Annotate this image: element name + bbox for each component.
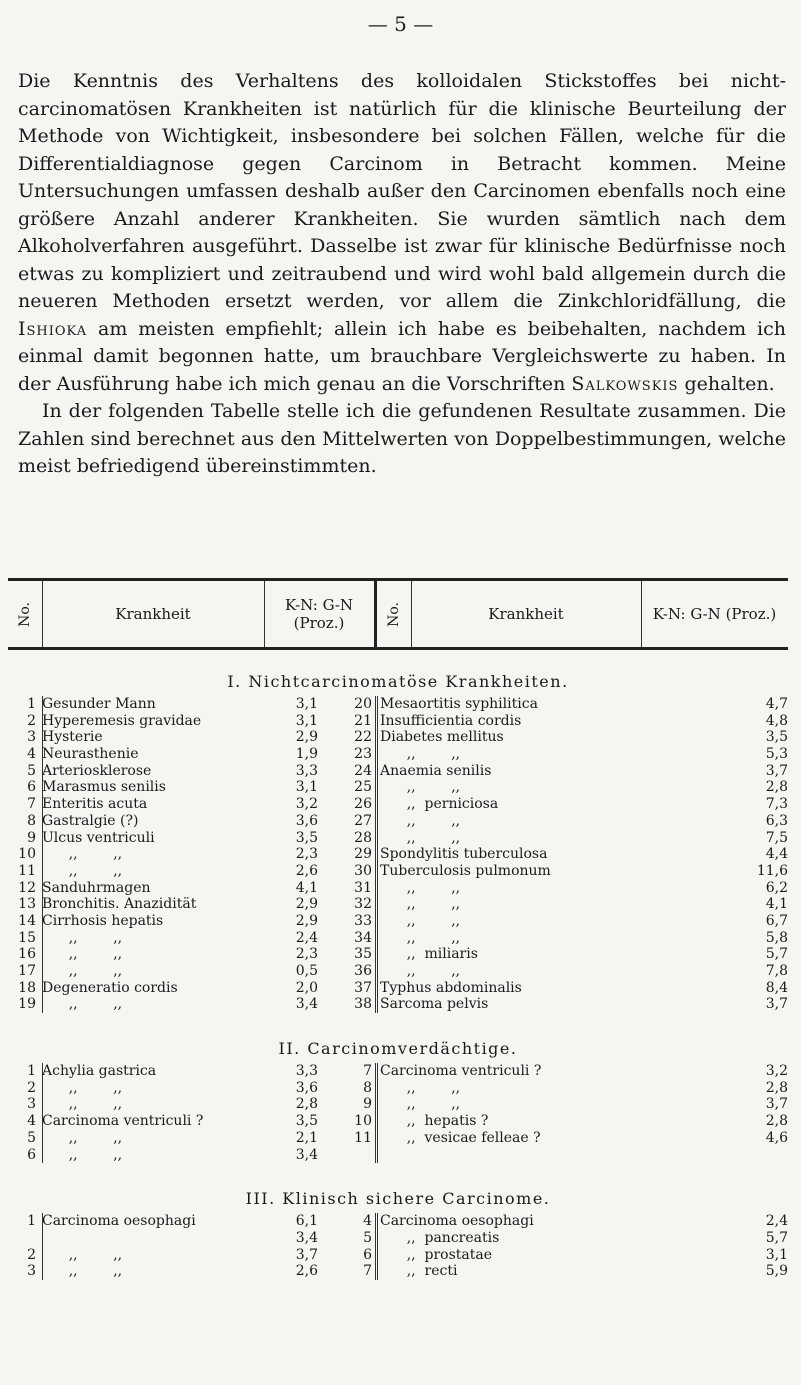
table-row: [8, 746, 788, 763]
kn-gn-value: 4,8: [765, 712, 788, 729]
diagnosis: ,, ,,: [380, 963, 461, 979]
table-row: [8, 980, 788, 997]
case-number: 36: [354, 963, 372, 979]
kn-gn-value: 3,4: [295, 996, 318, 1013]
kn-gn-value: 2,8: [295, 1096, 318, 1113]
kn-gn-value: 5,8: [765, 929, 788, 946]
case-number: 23: [354, 746, 372, 763]
case-number: 15: [18, 929, 36, 946]
header-no-1: No.: [17, 601, 33, 627]
case-number: 10: [354, 1113, 372, 1130]
table-row: [8, 763, 788, 780]
header-value-1: K-N: G-N (Proz.): [284, 596, 354, 632]
kn-gn-value: 4,4: [765, 846, 788, 863]
kn-gn-value: 3,7: [765, 996, 788, 1013]
section-title: III. Klinisch sichere Carcinome.: [245, 1189, 551, 1209]
text-segment: am meisten empfiehlt; allein ich habe es beibehalten, nachdem ich einmal damit begonnen hatte, um brauchbare Vergleichswerte zu haben. In der Ausführung habe ich mich genau an die Vorschriften: [18, 317, 786, 395]
kn-gn-value: 6,1: [295, 1213, 318, 1230]
case-number: 1: [27, 1063, 36, 1080]
kn-gn-value: 7,5: [765, 829, 788, 846]
kn-gn-value: 4,6: [765, 1129, 788, 1146]
kn-gn-value: 0,5: [295, 963, 318, 979]
diagnosis: ,, ,,: [380, 812, 461, 829]
header-no-2: No.: [386, 601, 402, 627]
diagnosis: Spondylitis tuberculosa: [380, 846, 548, 863]
kn-gn-value: 5,7: [765, 1229, 788, 1246]
table-row: [8, 963, 788, 980]
diagnosis: ,, ,,: [42, 1079, 123, 1096]
table-row: [8, 846, 788, 863]
diagnosis: Carcinoma ventriculi ?: [42, 1113, 204, 1130]
diagnosis: Marasmus senilis: [42, 779, 166, 796]
table-row: [8, 1230, 788, 1247]
kn-gn-value: 3,5: [295, 829, 318, 846]
diagnosis: Degeneratio cordis: [42, 979, 178, 996]
diagnosis: ,, vesicae felleae ?: [380, 1129, 541, 1146]
case-number: 28: [354, 829, 372, 846]
diagnosis: ,, perniciosa: [380, 796, 499, 813]
kn-gn-value: 3,4: [295, 1146, 318, 1163]
table-row: [8, 913, 788, 930]
kn-gn-value: 4,1: [765, 896, 788, 913]
case-number: 6: [27, 779, 36, 796]
diagnosis: Diabetes mellitus: [380, 729, 504, 746]
kn-gn-value: 2,9: [295, 912, 318, 929]
kn-gn-value: 2,4: [295, 929, 318, 946]
diagnosis: ,, ,,: [380, 779, 461, 796]
kn-gn-value: 8,4: [765, 979, 788, 996]
table-row: [8, 863, 788, 880]
case-number: 4: [363, 1213, 372, 1230]
table-row: [8, 1130, 788, 1147]
diagnosis: ,, prostatae: [380, 1246, 492, 1263]
table-row: [8, 729, 788, 746]
diagnosis: Hyperemesis gravidae: [42, 712, 202, 729]
kn-gn-value: 2,3: [295, 846, 318, 863]
table-body: [8, 672, 788, 1280]
kn-gn-value: 5,7: [765, 946, 788, 963]
body-text: [18, 68, 786, 481]
kn-gn-value: 2,3: [295, 946, 318, 963]
kn-gn-value: 3,1: [765, 1246, 788, 1263]
kn-gn-value: 11,6: [756, 862, 788, 879]
case-number: 4: [27, 1113, 36, 1130]
diagnosis: ,, ,,: [42, 929, 123, 946]
text-segment: Die Kenntnis des Verhaltens des kolloidalen Stickstoffes bei nicht-carcinomatösen Krankheiten ist natürlich für die klinische Beurteilung der Methode von Wichtigkeit, insbesondere bei solchen Fällen, welche für die Differentialdiagnose gegen Carcinom in Betracht kommen. Meine Untersuchungen umfassen deshalb außer den Carcinomen ebenfalls noch eine größere Anzahl anderer Krankheiten. Sie wurden sämtlich nach dem Alkoholverfahren ausgeführt. Dasselbe ist zwar für klinische Bedürfnisse noch etwas zu kompliziert und zeitraubend und wird wohl bald allgemein durch die neueren Methoden ersetzt werden, vor allem die Zinkchloridfällung, die: [18, 70, 786, 312]
case-number: 1: [27, 1213, 36, 1230]
kn-gn-value: 3,6: [295, 1079, 318, 1096]
case-number: 3: [27, 1263, 36, 1280]
kn-gn-value: 3,7: [295, 1246, 318, 1263]
table-row: [8, 896, 788, 913]
table-row: [8, 1147, 788, 1164]
case-number: 37: [354, 979, 372, 996]
case-number: 38: [354, 996, 372, 1013]
table-row: [8, 930, 788, 947]
diagnosis: Carcinoma oesophagi: [380, 1213, 534, 1230]
kn-gn-value: 3,1: [295, 779, 318, 796]
table-row: [8, 1080, 788, 1097]
diagnosis: ,, ,,: [380, 1079, 461, 1096]
diagnosis: ,, hepatis ?: [380, 1113, 489, 1130]
case-number: 26: [354, 796, 372, 813]
kn-gn-value: 6,3: [765, 812, 788, 829]
case-number: 10: [18, 846, 36, 863]
kn-gn-value: 5,9: [765, 1263, 788, 1280]
case-number: 13: [18, 896, 36, 913]
kn-gn-value: 3,7: [765, 1096, 788, 1113]
kn-gn-value: 7,3: [765, 796, 788, 813]
diagnosis: ,, ,,: [42, 1096, 123, 1113]
paragraph: [18, 398, 786, 481]
case-number: 7: [27, 796, 36, 813]
table-row: [8, 1213, 788, 1230]
author-name: Salkowskis: [571, 372, 679, 395]
table-row: [8, 713, 788, 730]
case-number: 24: [354, 762, 372, 779]
case-number: 6: [27, 1146, 36, 1163]
case-number: 11: [354, 1129, 372, 1146]
case-number: 25: [354, 779, 372, 796]
kn-gn-value: 5,3: [765, 746, 788, 763]
case-number: 5: [363, 1229, 372, 1246]
section-title: II. Carcinomverdächtige.: [278, 1039, 518, 1059]
diagnosis: Mesaortitis syphilitica: [380, 696, 538, 712]
diagnosis: Tuberculosis pulmonum: [380, 862, 551, 879]
table-row: [8, 830, 788, 847]
kn-gn-value: 2,9: [295, 896, 318, 913]
case-number: 4: [27, 746, 36, 763]
diagnosis: Carcinoma ventriculi ?: [380, 1063, 542, 1080]
diagnosis: Achylia gastrica: [42, 1063, 157, 1080]
table-row: [8, 696, 788, 713]
table-row: [8, 813, 788, 830]
kn-gn-value: 2,8: [765, 1079, 788, 1096]
kn-gn-value: 3,1: [295, 712, 318, 729]
kn-gn-value: 3,1: [295, 696, 318, 712]
diagnosis: Sarcoma pelvis: [380, 996, 489, 1013]
case-number: 14: [18, 912, 36, 929]
diagnosis: ,, ,,: [380, 896, 461, 913]
section-rows: [8, 1213, 788, 1280]
header-disease-1: Krankheit: [115, 605, 191, 623]
case-number: 32: [354, 896, 372, 913]
kn-gn-value: 3,4: [295, 1229, 318, 1246]
case-number: 20: [354, 696, 372, 712]
diagnosis: Typhus abdominalis: [380, 979, 522, 996]
diagnosis: Neurasthenie: [42, 746, 139, 763]
diagnosis: ,, ,,: [380, 912, 461, 929]
section-rows: [8, 1063, 788, 1163]
diagnosis: Enteritis acuta: [42, 796, 148, 813]
diagnosis: ,, ,,: [42, 1146, 123, 1163]
diagnosis: Sanduhrmagen: [42, 879, 151, 896]
kn-gn-value: 3,3: [295, 762, 318, 779]
diagnosis: Hysterie: [42, 729, 103, 746]
kn-gn-value: 3,2: [295, 796, 318, 813]
case-number: 2: [27, 1079, 36, 1096]
case-number: 11: [18, 862, 36, 879]
kn-gn-value: 6,7: [765, 912, 788, 929]
case-number: 7: [363, 1263, 372, 1280]
kn-gn-value: 1,9: [295, 746, 318, 763]
kn-gn-value: 3,6: [295, 812, 318, 829]
case-number: 5: [27, 762, 36, 779]
case-number: 30: [354, 862, 372, 879]
text-segment: In der folgenden Tabelle stelle ich die gefundenen Resultate zusammen. Die Zahlen sind berechnet aus den Mittelwerten von Doppelbestimmungen, welche meist befriedigend übereinstimmten.: [18, 400, 786, 477]
results-table: [8, 578, 788, 1280]
kn-gn-value: 2,8: [765, 779, 788, 796]
table-row: [8, 946, 788, 963]
table-row: [8, 1263, 788, 1280]
case-number: 29: [354, 846, 372, 863]
page-number: — 5 —: [367, 12, 434, 36]
kn-gn-value: 2,9: [295, 729, 318, 746]
kn-gn-value: 3,2: [765, 1063, 788, 1080]
table-row: [8, 1096, 788, 1113]
diagnosis: ,, ,,: [42, 1263, 123, 1280]
kn-gn-value: 2,6: [295, 1263, 318, 1280]
case-number: 8: [27, 812, 36, 829]
diagnosis: ,, ,,: [42, 946, 123, 963]
diagnosis: ,, ,,: [42, 1246, 123, 1263]
case-number: 8: [363, 1079, 372, 1096]
diagnosis: ,, ,,: [380, 929, 461, 946]
kn-gn-value: 2,8: [765, 1113, 788, 1130]
kn-gn-value: 3,3: [295, 1063, 318, 1080]
table-header: [8, 578, 788, 650]
table-row: [8, 1247, 788, 1264]
case-number: 31: [354, 879, 372, 896]
case-number: 3: [27, 1096, 36, 1113]
diagnosis: Arteriosklerose: [42, 762, 152, 779]
diagnosis: Gastralgie (?): [42, 812, 139, 829]
case-number: 35: [354, 946, 372, 963]
diagnosis: Carcinoma oesophagi: [42, 1213, 196, 1230]
case-number: 22: [354, 729, 372, 746]
case-number: 19: [18, 996, 36, 1013]
case-number: 6: [363, 1246, 372, 1263]
text-segment: gehalten.: [678, 372, 775, 395]
section-title: I. Nichtcarcinomatöse Krankheiten.: [227, 672, 569, 691]
kn-gn-value: 6,2: [765, 879, 788, 896]
case-number: 33: [354, 912, 372, 929]
diagnosis: ,, ,,: [380, 746, 461, 763]
kn-gn-value: 4,7: [765, 696, 788, 712]
diagnosis: ,, miliaris: [380, 946, 478, 963]
table-row: [8, 1113, 788, 1130]
kn-gn-value: 2,6: [295, 862, 318, 879]
diagnosis: ,, ,,: [42, 846, 123, 863]
kn-gn-value: 2,4: [765, 1213, 788, 1230]
kn-gn-value: 7,8: [765, 963, 788, 979]
diagnosis: Anaemia senilis: [380, 762, 492, 779]
case-number: 2: [27, 1246, 36, 1263]
diagnosis: Cirrhosis hepatis: [42, 912, 164, 929]
diagnosis: ,, pancreatis: [380, 1229, 500, 1246]
diagnosis: ,, ,,: [42, 996, 123, 1013]
kn-gn-value: 2,1: [295, 1129, 318, 1146]
diagnosis: ,, ,,: [380, 1096, 461, 1113]
case-number: 9: [363, 1096, 372, 1113]
table-row: [8, 796, 788, 813]
section-rows: [8, 696, 788, 1013]
case-number: 34: [354, 929, 372, 946]
paragraph: [18, 68, 786, 398]
diagnosis: Insufficientia cordis: [380, 712, 522, 729]
table-row: [8, 1063, 788, 1080]
case-number: 27: [354, 812, 372, 829]
diagnosis: ,, ,,: [380, 879, 461, 896]
case-number: 7: [363, 1063, 372, 1080]
kn-gn-value: 3,5: [295, 1113, 318, 1130]
diagnosis: Bronchitis. Anazidität: [42, 896, 197, 913]
author-name: Ishioka: [18, 317, 88, 340]
header-disease-2: Krankheit: [488, 605, 564, 623]
table-row: [8, 779, 788, 796]
kn-gn-value: 3,7: [765, 762, 788, 779]
diagnosis: ,, recti: [380, 1263, 458, 1280]
table-row: [8, 880, 788, 897]
case-number: 12: [18, 879, 36, 896]
case-number: 2: [27, 712, 36, 729]
case-number: 9: [27, 829, 36, 846]
diagnosis: Gesunder Mann: [42, 696, 156, 712]
case-number: 5: [27, 1129, 36, 1146]
header-value-2: K-N: G-N (Proz.): [652, 605, 777, 623]
case-number: 17: [18, 963, 36, 979]
kn-gn-value: 2,0: [295, 979, 318, 996]
case-number: 1: [27, 696, 36, 712]
kn-gn-value: 3,5: [765, 729, 788, 746]
case-number: 16: [18, 946, 36, 963]
diagnosis: ,, ,,: [42, 963, 123, 979]
case-number: 21: [354, 712, 372, 729]
diagnosis: ,, ,,: [42, 862, 123, 879]
diagnosis: ,, ,,: [380, 829, 461, 846]
kn-gn-value: 4,1: [295, 879, 318, 896]
diagnosis: Ulcus ventriculi: [42, 829, 155, 846]
diagnosis: ,, ,,: [42, 1129, 123, 1146]
case-number: 3: [27, 729, 36, 746]
table-row: [8, 996, 788, 1013]
case-number: 18: [18, 979, 36, 996]
